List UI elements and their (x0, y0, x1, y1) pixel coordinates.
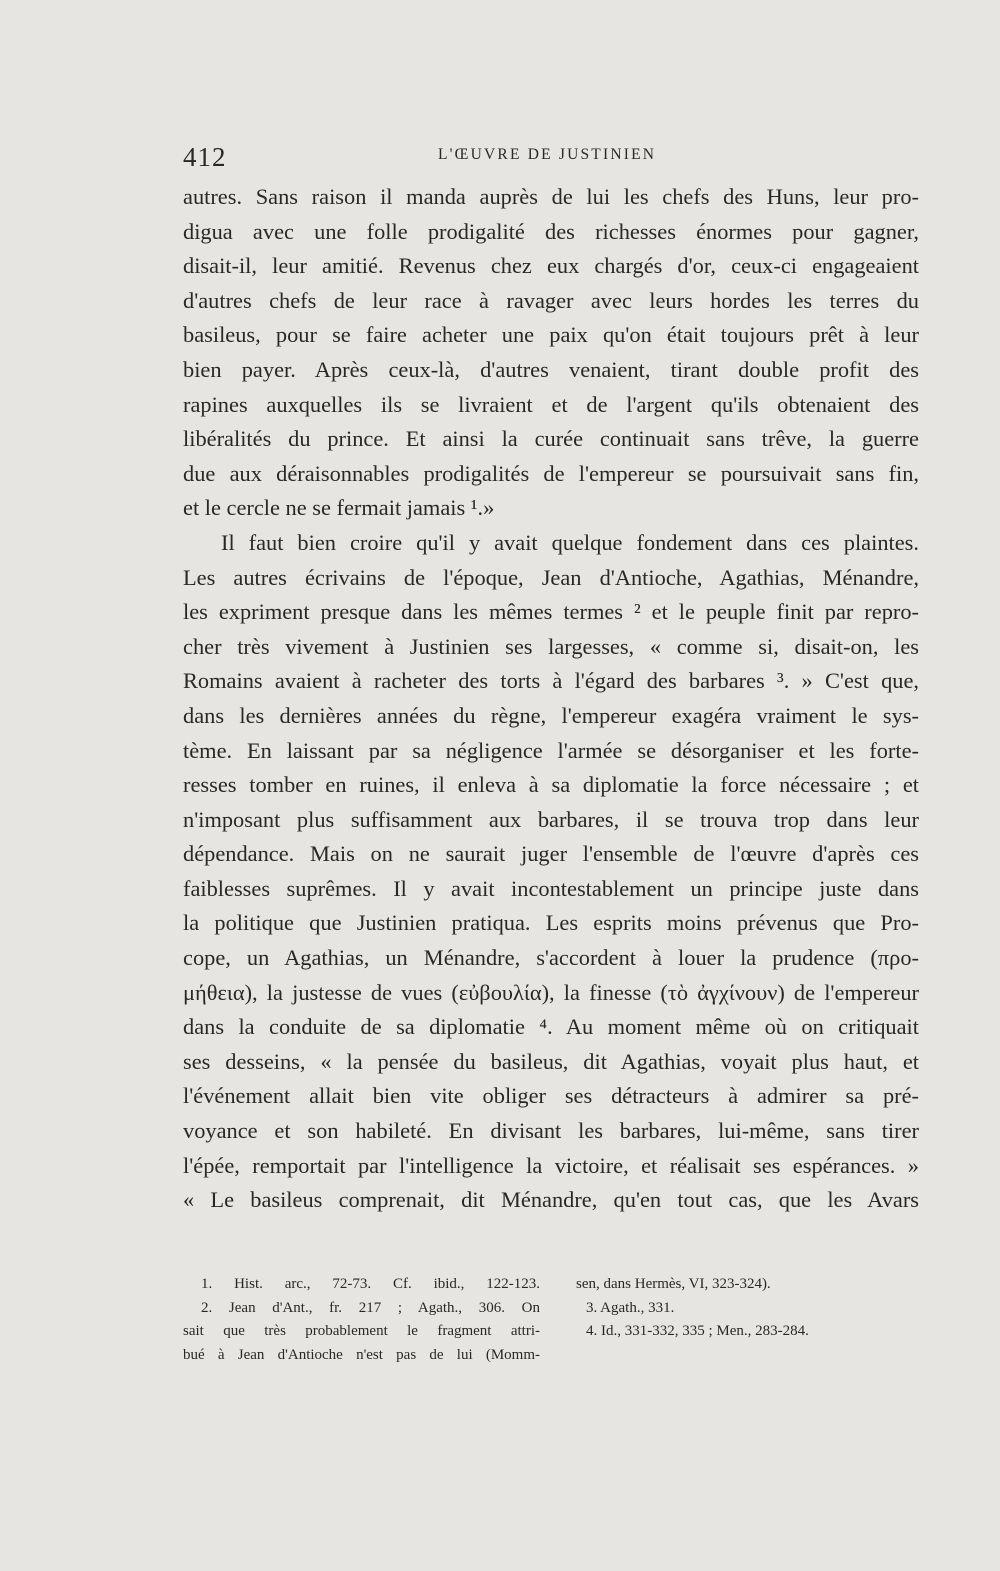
body-line: l'événement allait bien vite obliger ses détracteurs à admirer sa pré- (183, 1083, 919, 1109)
body-line: resses tomber en ruines, il enleva à sa diplomatie la force nécessaire ; et (183, 772, 919, 798)
body-line: basileus, pour se faire acheter une paix qu'on était toujours prêt à leur (183, 322, 919, 348)
page-number: 412 (183, 142, 227, 172)
body-line: μήθεια), la justesse de vues (εὐβουλία), la finesse (τὸ ἀγχίνουν) de l'empereur (183, 979, 919, 1005)
running-title: L'ŒUVRE DE JUSTINIEN (438, 146, 657, 163)
body-line: et le cercle ne se fermait jamais ¹.» (183, 495, 495, 521)
footnotes-left-column (183, 1273, 540, 1367)
footnote-line: 3. Agath., 331. (586, 1299, 675, 1316)
body-text (183, 180, 919, 1218)
footnote-line: sen, dans Hermès, VI, 323-324). (576, 1276, 771, 1292)
footnote-line: sait que très probablement le fragment attri- (183, 1323, 540, 1339)
body-line: la politique que Justinien pratiqua. Les esprits moins prévenus que Pro- (183, 910, 919, 936)
body-line: autres. Sans raison il manda auprès de lui les chefs des Huns, leur pro- (183, 184, 919, 209)
body-line: dépendance. Mais on ne saurait juger l'ensemble de l'œuvre d'après ces (183, 841, 919, 867)
footnote-line: bué à Jean d'Antioche n'est pas de lui (Momm- (183, 1346, 540, 1363)
body-line: l'épée, remportait par l'intelligence la victoire, et réalisait ses espérances. » (183, 1152, 919, 1178)
body-line: « Le basileus comprenait, dit Ménandre, qu'en tout cas, que les Avars (183, 1187, 919, 1213)
body-line: dans les dernières années du règne, l'empereur exagéra vraiment le sys- (183, 702, 919, 728)
body-line: Les autres écrivains de l'époque, Jean d'Antioche, Agathias, Ménandre, (183, 564, 919, 590)
body-line: dans la conduite de sa diplomatie ⁴. Au moment même où on critiquait (183, 1014, 919, 1040)
body-line: cher très vivement à Justinien ses largesses, « comme si, disait-on, les (183, 633, 919, 659)
body-line: due aux déraisonnables prodigalités de l'empereur se poursuivait sans fin, (183, 460, 919, 486)
footnote-line: 1. Hist. arc., 72-73. Cf. ibid., 122-123. (201, 1276, 540, 1292)
body-line: digua avec une folle prodigalité des richesses énormes pour gagner, (183, 218, 919, 244)
body-line: Il faut bien croire qu'il y avait quelque fondement dans ces plaintes. (221, 529, 919, 555)
footnotes-right-column (576, 1273, 906, 1344)
body-line: ses desseins, « la pensée du basileus, dit Agathias, voyait plus haut, et (183, 1048, 919, 1074)
body-line: les expriment presque dans les mêmes termes ² et le peuple finit par repro- (183, 599, 919, 625)
footnote-line: 2. Jean d'Ant., fr. 217 ; Agath., 306. On (201, 1299, 540, 1316)
body-line: libéralités du prince. Et ainsi la curée continuait sans trêve, la guerre (183, 426, 919, 452)
body-line: bien payer. Après ceux-là, d'autres venaient, tirant double profit des (183, 356, 919, 382)
body-line: disait-il, leur amitié. Revenus chez eux chargés d'or, ceux-ci engageaient (183, 253, 919, 279)
footnote-line: 4. Id., 331-332, 335 ; Men., 283-284. (586, 1323, 809, 1339)
body-line: faiblesses suprêmes. Il y avait incontestablement un principe juste dans (183, 875, 919, 901)
body-line: d'autres chefs de leur race à ravager avec leurs hordes les terres du (183, 287, 919, 313)
body-line: cope, un Agathias, un Ménandre, s'accordent à louer la prudence (προ- (183, 945, 919, 971)
body-line: n'imposant plus suffisamment aux barbares, il se trouva trop dans leur (183, 806, 919, 832)
body-line: Romains avaient à racheter des torts à l'égard des barbares ³. » C'est que, (183, 668, 919, 694)
body-line: rapines auxquelles ils se livraient et de l'argent qu'ils obtenaient des (183, 391, 919, 417)
body-line: tème. En laissant par sa négligence l'armée se désorganiser et les forte- (183, 737, 919, 763)
body-line: voyance et son habileté. En divisant les barbares, lui-même, sans tirer (183, 1118, 919, 1144)
page-header (183, 140, 918, 180)
